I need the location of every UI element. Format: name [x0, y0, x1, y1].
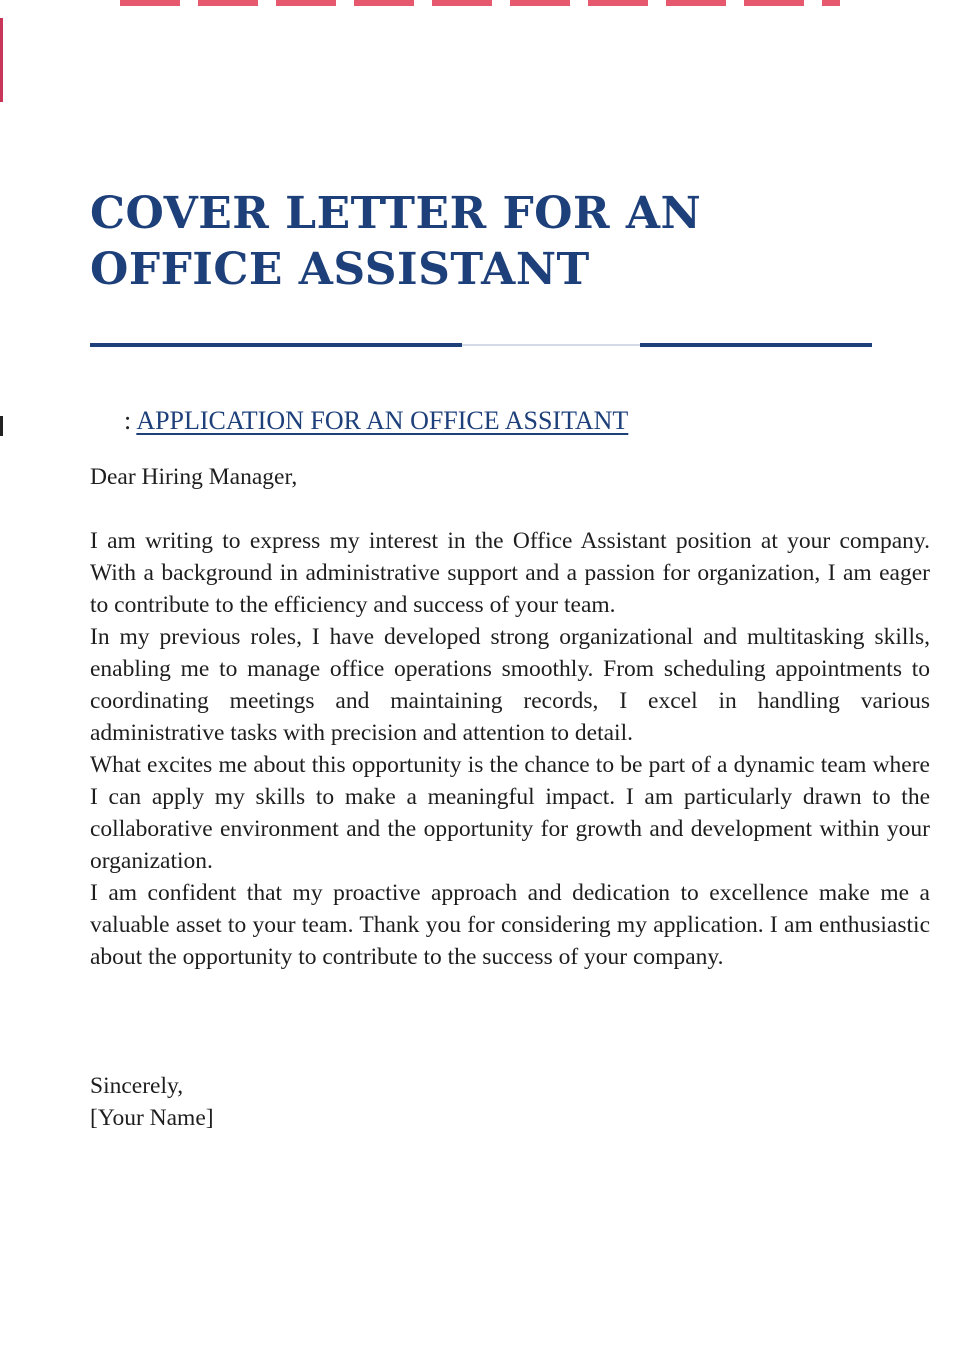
divider-left-segment	[90, 343, 462, 347]
page-title: COVER LETTER FOR AN OFFICE ASSISTANT	[90, 188, 702, 295]
paragraph-2: In my previous roles, I have developed strong organizational and multitasking skills, enabling me to manage office operations smoothly. From scheduling appointments to coordinating meetings and maintaining records, I excel in handling various administrative tasks with precision and attention to detail.	[90, 624, 930, 746]
paragraph-4: I am confident that my proactive approach and dedication to excellence make me a valuable asset to your team. Thank you for considering my application. I am enthusiastic about the opportunity to contribute to the success of your company.	[90, 880, 930, 970]
closing-text: Sincerely,	[90, 1073, 184, 1099]
subject-prefix: :	[124, 406, 132, 435]
salutation: Dear Hiring Manager,	[90, 464, 298, 490]
paragraph-3: What excites me about this opportunity is the chance to be part of a dynamic team where I can apply my skills to make a meaningful impact. I am particularly drawn to the collaborative environment and the opportunity for growth and development within your organization.	[90, 752, 930, 874]
closing-block	[90, 1070, 214, 1134]
title-divider	[90, 343, 872, 348]
paragraph-1: I am writing to express my interest in the Office Assistant position at your company. With a background in administrative support and a passion for organization, I am eager to contribute to the efficiency and success of your team.	[90, 528, 930, 618]
divider-right-segment	[640, 343, 872, 347]
signature-name: [Your Name]	[90, 1105, 214, 1131]
subject-text: APPLICATION FOR AN OFFICE ASSITANT	[136, 406, 629, 435]
subject-line	[124, 404, 628, 438]
divider-middle-segment	[462, 344, 640, 346]
letter-body	[90, 525, 930, 973]
